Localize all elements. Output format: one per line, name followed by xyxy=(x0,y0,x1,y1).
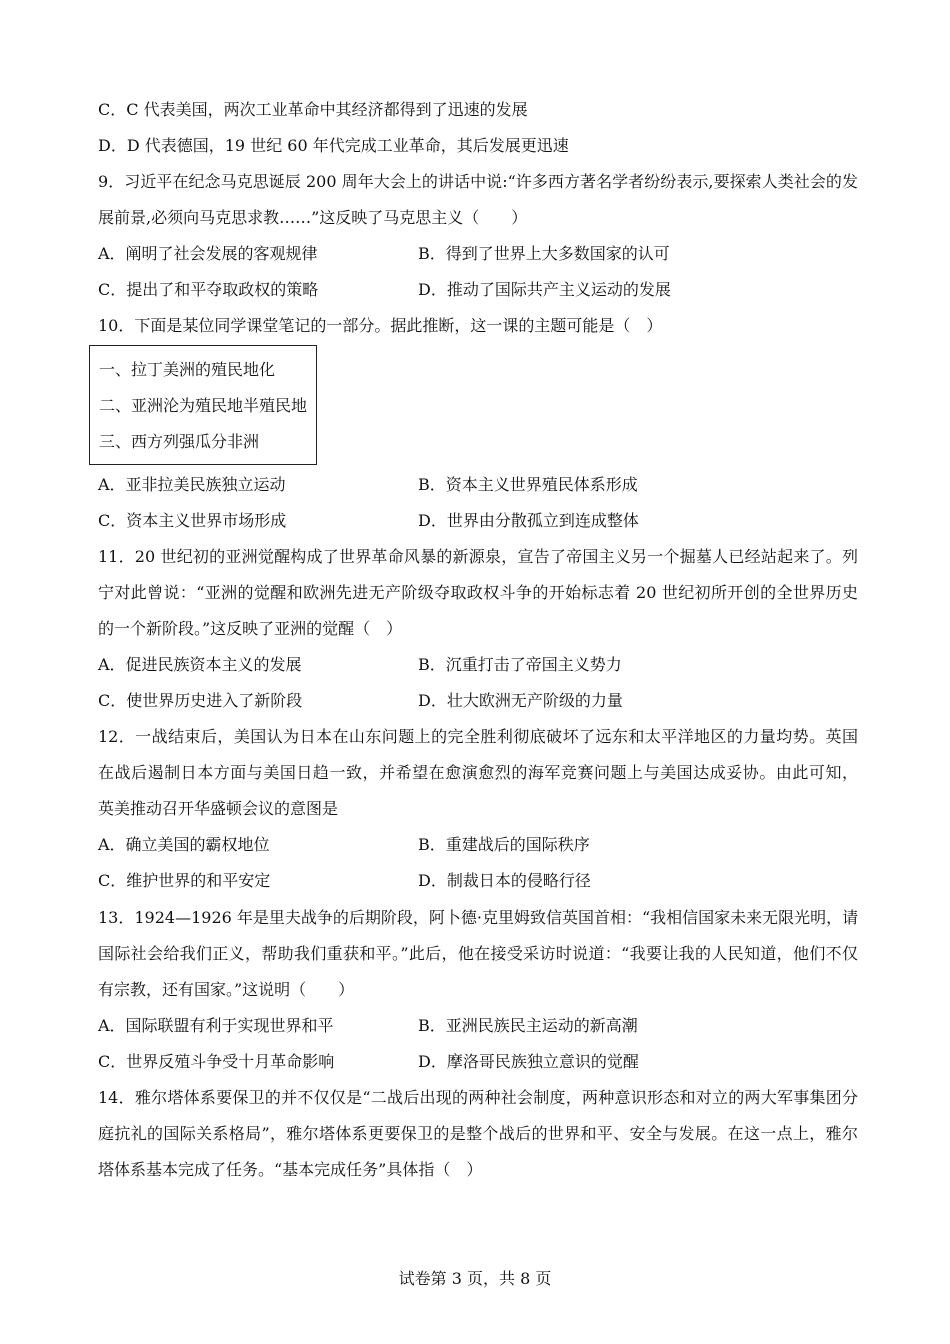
q13-option-d: D．摩洛哥民族独立意识的觉醒 xyxy=(418,1052,639,1071)
q12-option-b: B．重建战后的国际秩序 xyxy=(418,835,590,854)
q10-option-d: D．世界由分散孤立到连成整体 xyxy=(418,511,639,530)
q10-option-b: B．资本主义世界殖民体系形成 xyxy=(418,475,638,494)
q12-option-c: C．维护世界的和平安定 xyxy=(98,871,271,890)
q9-option-d: D．推动了国际共产主义运动的发展 xyxy=(418,280,671,299)
note-item-3: 三、西方列强瓜分非洲 xyxy=(99,432,260,451)
note-item-2: 二、亚洲沦为殖民地半殖民地 xyxy=(99,396,308,415)
q13-stem-line3: 有宗教，还有国家。”这说明（ ） xyxy=(98,980,355,999)
q12-stem-line1: 12．一战结束后，美国认为日本在山东问题上的完全胜利彻底破坏了远东和太平洋地区的力量均势。英国 xyxy=(98,727,858,746)
q11-option-a: A．促进民族资本主义的发展 xyxy=(98,655,302,674)
q9-option-b: B．得到了世界上大多数国家的认可 xyxy=(418,244,670,263)
q9-option-c: C．提出了和平夺取政权的策略 xyxy=(98,280,319,299)
q13-option-a: A．国际联盟有利于实现世界和平 xyxy=(98,1016,334,1035)
q12-stem-line2: 在战后遏制日本方面与美国日趋一致，并希望在愈演愈烈的海军竞赛问题上与美国达成妥协。由此可知， xyxy=(98,763,858,782)
q12-stem-line3: 英美推动召开华盛顿会议的意图是 xyxy=(98,799,339,818)
q11-option-b: B．沉重打击了帝国主义势力 xyxy=(418,655,622,674)
q14-stem-line3: 塔体系基本完成了任务。“基本完成任务”具体指（ ） xyxy=(98,1160,483,1179)
q11-stem-line3: 的一个新阶段。”这反映了亚洲的觉醒（ ） xyxy=(98,619,403,638)
q9-stem-line2: 展前景,必须向马克思求教……”这反映了马克思主义（ ） xyxy=(98,208,528,227)
q8-option-c: C．C 代表美国，两次工业革命中其经济都得到了迅速的发展 xyxy=(98,100,528,119)
q13-stem-line1: 13．1924—1926 年是里夫战争的后期阶段，阿卜德·克里姆致信英国首相：“我相信国家未来无限光明，请 xyxy=(98,908,859,927)
q13-option-b: B．亚洲民族民主运动的新高潮 xyxy=(418,1016,638,1035)
q9-stem-line1: 9．习近平在纪念马克思诞辰 200 周年大会上的讲话中说:“许多西方著名学者纷纷表示,要探索人类社会的发 xyxy=(98,172,858,191)
q14-stem-line1: 14．雅尔塔体系要保卫的并不仅仅是“二战后出现的两种社会制度，两种意识形态和对立的两大军事集团分 xyxy=(98,1088,858,1107)
q13-stem-line2: 国际社会给我们正义，帮助我们重获和平。”此后，他在接受采访时说道：“我要让我的人民知道，他们不仅 xyxy=(98,944,858,963)
q10-option-c: C．资本主义世界市场形成 xyxy=(98,511,287,530)
q12-option-d: D．制裁日本的侵略行径 xyxy=(418,871,591,890)
q8-option-d: D．D 代表德国，19 世纪 60 年代完成工业革命，其后发展更迅速 xyxy=(98,136,569,155)
class-notes-box xyxy=(89,345,317,465)
q11-option-d: D．壮大欧洲无产阶级的力量 xyxy=(418,691,623,710)
q9-option-a: A．阐明了社会发展的客观规律 xyxy=(98,244,318,263)
q10-stem: 10．下面是某位同学课堂笔记的一部分。据此推断，这一课的主题可能是（ ） xyxy=(98,316,663,335)
q11-stem-line1: 11．20 世纪初的亚洲觉醒构成了世界革命风暴的新源泉，宣告了帝国主义另一个掘墓人已经站起来了。列 xyxy=(98,547,858,566)
q10-option-a: A．亚非拉美民族独立运动 xyxy=(98,475,286,494)
q14-stem-line2: 庭抗礼的国际关系格局”，雅尔塔体系更要保卫的是整个战后的世界和平、安全与发展。在这一点上，雅尔 xyxy=(98,1124,858,1143)
q11-option-c: C．使世界历史进入了新阶段 xyxy=(98,691,303,710)
note-item-1: 一、拉丁美洲的殖民地化 xyxy=(99,360,276,379)
q13-option-c: C．世界反殖斗争受十月革命影响 xyxy=(98,1052,335,1071)
q11-stem-line2: 宁对此曾说：“亚洲的觉醒和欧洲先进无产阶级夺取政权斗争的开始标志着 20 世纪初所开创的全世界历史 xyxy=(98,583,858,602)
q12-option-a: A．确立美国的霸权地位 xyxy=(98,835,270,854)
page-footer: 试卷第 3 页，共 8 页 xyxy=(398,1269,552,1288)
